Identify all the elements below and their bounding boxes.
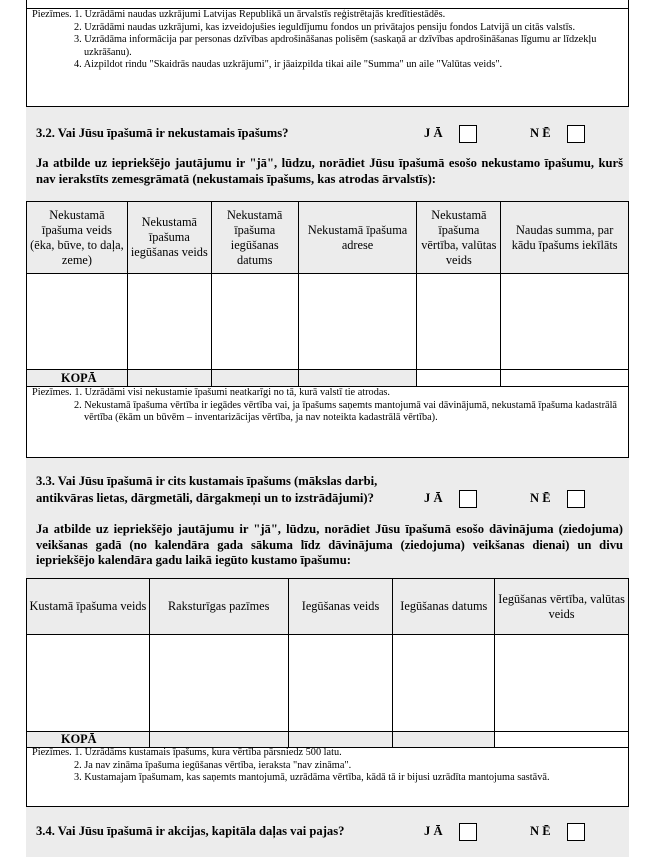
table-cell[interactable]: [417, 274, 501, 370]
table-cell[interactable]: [298, 274, 417, 370]
column-header: Nekustamā īpašuma iegūšanas datums: [211, 202, 298, 274]
column-header: Nekustamā īpašuma adrese: [298, 202, 417, 274]
yes-checkbox[interactable]: [459, 125, 477, 143]
table-cell[interactable]: [393, 635, 495, 732]
note-block-3: [26, 746, 629, 806]
note-item: 3. Kustamajam īpašumam, kas saņemts mantojumā, uzrādāma vērtība, kādā tā ir bijusi uzrādīta mantojuma sastāvā.: [74, 772, 550, 784]
question-3-3-line1: 3.3. Vai Jūsu īpašumā ir cits kustamais īpašums (mākslas darbi,: [36, 474, 378, 488]
note-block-1: [26, 8, 629, 106]
yes-label: J Ā: [424, 491, 443, 505]
no-label: N Ē: [530, 824, 551, 838]
column-header: Kustamā īpašuma veids: [27, 579, 150, 635]
note-item: 4. Aizpildot rindu "Skaidrās naudas uzkrājumi", ir jāaizpilda tikai aile "Summa" un aile "Valūtas veids".: [74, 59, 503, 71]
note-lead: Piezīmes. 1. Uzrādāms kustamais īpašums, kura vērtība pārsniedz 500 latu.: [32, 747, 342, 758]
table-cell[interactable]: [127, 274, 211, 370]
note-item: 3. Uzrādāma informācija par personas dzīvības apdrošināšanas polisēm (saskaņā ar dzīvības apdrošināšanas līgumu ar līdzekļu uzkrāšanu).: [74, 34, 597, 58]
question-3-3-line2: antikvāras lietas, dārgmetāli, dārgakmeņi un to izstrādājumi)?: [36, 491, 374, 505]
table-cell[interactable]: [27, 274, 128, 370]
no-checkbox[interactable]: [567, 125, 585, 143]
question-3-4: 3.4. Vai Jūsu īpašumā ir akcijas, kapitāla daļas vai pajas?: [36, 824, 345, 838]
note-block-2: [26, 386, 629, 458]
total-label: KOPĀ: [27, 732, 150, 748]
column-header: Iegūšanas vērtība, valūtas veids: [495, 579, 629, 635]
table-cell[interactable]: [211, 274, 298, 370]
column-header: Nekustamā īpašuma veids (ēka, būve, to daļa, zeme): [27, 202, 128, 274]
instruction-3-3: Ja atbilde uz iepriekšējo jautājumu ir "jā", lūdzu, norādiet Jūsu īpašumā esošo dāvinājuma (ziedojuma) veikšanas gadā (no kalendāra gada sākuma līdz dāvinājuma (ziedojuma) veikšanas dienai) un divu iepriekšējo kalendāra gadu laikā iegūto kustamo īpašumu:: [36, 522, 623, 567]
column-header: Iegūšanas veids: [288, 579, 393, 635]
note-lead: Piezīmes. 1. Uzrādāmi naudas uzkrājumi Latvijas Republikā un ārvalstīs reģistrētajās kredītiestādēs.: [32, 9, 446, 20]
total-row: [27, 370, 629, 387]
yes-label: J Ā: [424, 126, 443, 140]
column-header: Naudas summa, par kādu īpašums iekīlāts: [501, 202, 629, 274]
total-label: KOPĀ: [27, 370, 128, 387]
total-value-cell[interactable]: [417, 370, 501, 387]
table-row: [27, 274, 629, 370]
note-item: 2. Ja nav zināma īpašuma iegūšanas vērtība, ieraksta "nav zināma".: [74, 759, 352, 771]
instruction-3-2: Ja atbilde uz iepriekšējo jautājumu ir "jā", lūdzu, norādiet Jūsu īpašumā esošo nekustamo īpašumu, kurš nav ierakstīts zemesgrāmatā (nekustamais īpašums, kas atrodas ārvalstīs):: [36, 156, 623, 186]
no-label: N Ē: [530, 491, 551, 505]
table-row: [27, 635, 629, 732]
column-header: Nekustamā īpašuma vērtība, valūtas veids: [417, 202, 501, 274]
table-cell[interactable]: [27, 635, 150, 732]
no-checkbox[interactable]: [567, 823, 585, 841]
note-item: 2. Uzrādāmi naudas uzkrājumi, kas izveidojušies ieguldījumu fondos un privātajos pensiju fondos Latvijā un citās valstīs.: [74, 21, 576, 33]
yes-label: J Ā: [424, 824, 443, 838]
divider: [26, 8, 629, 9]
no-checkbox[interactable]: [567, 490, 585, 508]
column-header: Iegūšanas datums: [393, 579, 495, 635]
column-header: Raksturīgas pazīmes: [149, 579, 288, 635]
table-cell[interactable]: [501, 274, 629, 370]
no-label: N Ē: [530, 126, 551, 140]
table-cell[interactable]: [149, 635, 288, 732]
total-cell: [298, 370, 417, 387]
column-header: Nekustamā īpašuma iegūšanas veids: [127, 202, 211, 274]
real-estate-table: [26, 201, 629, 387]
table-cell[interactable]: [288, 635, 393, 732]
note-lead: Piezīmes. 1. Uzrādāmi visi nekustamie īpašumi neatkarīgi no tā, kurā valstī tie atrodas.: [32, 387, 391, 398]
yes-checkbox[interactable]: [459, 823, 477, 841]
total-value-cell[interactable]: [501, 370, 629, 387]
yes-checkbox[interactable]: [459, 490, 477, 508]
table-cell[interactable]: [495, 635, 629, 732]
total-cell: [127, 370, 211, 387]
question-3-2: 3.2. Vai Jūsu īpašumā ir nekustamais īpašums?: [36, 126, 289, 140]
note-item: 2. Nekustamā īpašuma vērtība ir iegādes vērtība vai, ja īpašums saņemts mantojumā vai dāvinājumā, nekustamā īpašuma kadastrālā vērtība (ēkām un būvēm – inventarizācijas vērtība, ja nav noteikta kadastrālā vērtība).: [74, 399, 617, 424]
total-cell: [211, 370, 298, 387]
movable-property-table: [26, 578, 629, 748]
